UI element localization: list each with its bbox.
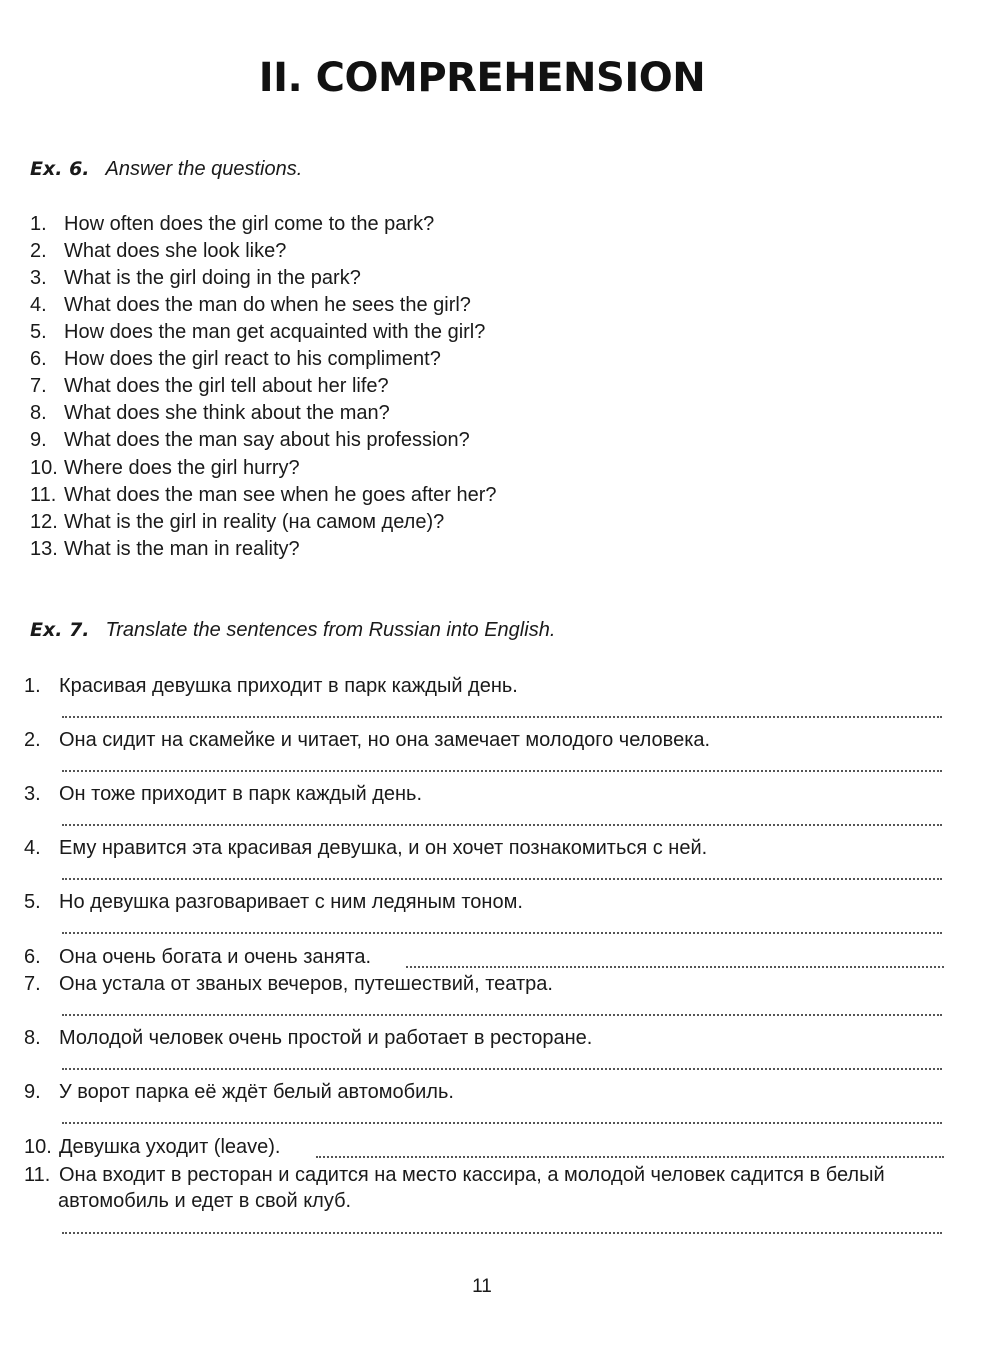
sentence-item [24, 674, 944, 698]
sentence-text: Она входит в ресторан и садится на место кассира, а молодой человек садится в белый [59, 1164, 885, 1186]
sentence-text: Он тоже приходит в парк каждый день. [59, 783, 423, 805]
ex6-heading [30, 158, 302, 181]
question-number: 13. [30, 538, 58, 560]
sentence-text: Красивая девушка приходит в парк каждый день. [59, 675, 518, 697]
sentence-text: Она очень богата и очень занята. [59, 946, 372, 968]
answer-line[interactable] [62, 770, 942, 772]
sentence-number: 7. [24, 973, 41, 995]
answer-line[interactable] [316, 1138, 944, 1158]
question-number: 2. [30, 240, 47, 262]
sentence-item [24, 1135, 944, 1159]
sentence-text: Но девушка разговаривает с ним ледяным тоном. [59, 891, 523, 913]
sentence-item [24, 890, 944, 914]
sentence-number: 2. [24, 729, 41, 751]
sentence-text-continued: автомобиль и едет в свой клуб. [58, 1190, 352, 1212]
question-text: Where does the girl hurry? [64, 457, 300, 479]
question-number: 8. [30, 402, 47, 424]
ex7-label: Ex. 7. [30, 619, 90, 641]
sentence-number: 5. [24, 891, 41, 913]
sentence-item [24, 945, 944, 969]
sentence-item [24, 1026, 944, 1050]
page-title: II. COMPREHENSION [258, 55, 706, 101]
question-item [30, 428, 470, 452]
question-number: 5. [30, 321, 47, 343]
question-number: 4. [30, 294, 47, 316]
question-number: 6. [30, 348, 47, 370]
sentence-item [24, 728, 944, 752]
question-item [30, 320, 485, 344]
sentence-number: 1. [24, 675, 41, 697]
sentence-text: Девушка уходит (leave). [59, 1136, 281, 1158]
sentence-item [24, 782, 944, 806]
answer-line[interactable] [62, 1068, 942, 1070]
answer-line[interactable] [62, 824, 942, 826]
sentence-item [24, 1163, 944, 1187]
question-item [30, 212, 434, 236]
question-text: What does the man do when he sees the girl? [64, 294, 471, 316]
question-item [30, 510, 444, 534]
ex7-heading [30, 619, 555, 642]
sentence-text: Она устала от званых вечеров, путешествий, театра. [59, 973, 553, 995]
question-item [30, 483, 497, 507]
ex6-label: Ex. 6. [30, 158, 90, 180]
question-item [30, 293, 471, 317]
answer-line[interactable] [62, 1014, 942, 1016]
question-number: 11. [30, 484, 57, 506]
answer-line[interactable] [62, 1122, 942, 1124]
question-text: What does the girl tell about her life? [64, 375, 389, 397]
question-text: What is the man in reality? [64, 538, 300, 560]
sentence-item [24, 836, 944, 860]
sentence-text: У ворот парка её ждёт белый автомобиль. [59, 1081, 454, 1103]
question-text: How does the man get acquainted with the girl? [64, 321, 486, 343]
question-item [30, 456, 300, 480]
question-number: 7. [30, 375, 47, 397]
question-item [30, 374, 389, 398]
question-item [30, 401, 390, 425]
sentence-number: 9. [24, 1081, 41, 1103]
question-item [30, 266, 361, 290]
answer-line[interactable] [62, 932, 942, 934]
question-item [30, 239, 286, 263]
question-text: What does she look like? [64, 240, 287, 262]
question-text: What does the man say about his profession? [64, 429, 470, 451]
answer-line[interactable] [62, 716, 942, 718]
sentence-text: Она сидит на скамейке и читает, но она замечает молодого человека. [59, 729, 711, 751]
answer-line[interactable] [62, 878, 942, 880]
question-number: 1. [30, 213, 47, 235]
ex7-instruction: Translate the sentences from Russian into English. [105, 619, 556, 641]
question-text: What does she think about the man? [64, 402, 390, 424]
ex6-instruction: Answer the questions. [105, 158, 303, 180]
answer-line[interactable] [62, 1232, 942, 1234]
question-item [30, 347, 441, 371]
sentence-item [24, 972, 944, 996]
question-item [30, 537, 300, 561]
sentence-number: 3. [24, 783, 41, 805]
sentence-number: 11. [24, 1164, 51, 1186]
sentence-number: 6. [24, 946, 41, 968]
sentence-item [24, 1080, 944, 1104]
question-text: What is the girl doing in the park? [64, 267, 361, 289]
sentence-text: Ему нравится эта красивая девушка, и он хочет познакомиться с ней. [59, 837, 708, 859]
page-number: 11 [472, 1276, 492, 1297]
sentence-number: 4. [24, 837, 41, 859]
question-number: 3. [30, 267, 47, 289]
question-text: How often does the girl come to the park? [64, 213, 435, 235]
question-number: 10. [30, 457, 58, 479]
question-text: What does the man see when he goes after her? [64, 484, 497, 506]
answer-line[interactable] [406, 948, 944, 968]
question-number: 12. [30, 511, 58, 533]
question-text: What is the girl in reality (на самом деле)? [64, 511, 445, 533]
question-number: 9. [30, 429, 47, 451]
question-text: How does the girl react to his compliment? [64, 348, 441, 370]
sentence-number: 8. [24, 1027, 41, 1049]
sentence-number: 10. [24, 1136, 52, 1158]
sentence-text: Молодой человек очень простой и работает в ресторане. [59, 1027, 593, 1049]
